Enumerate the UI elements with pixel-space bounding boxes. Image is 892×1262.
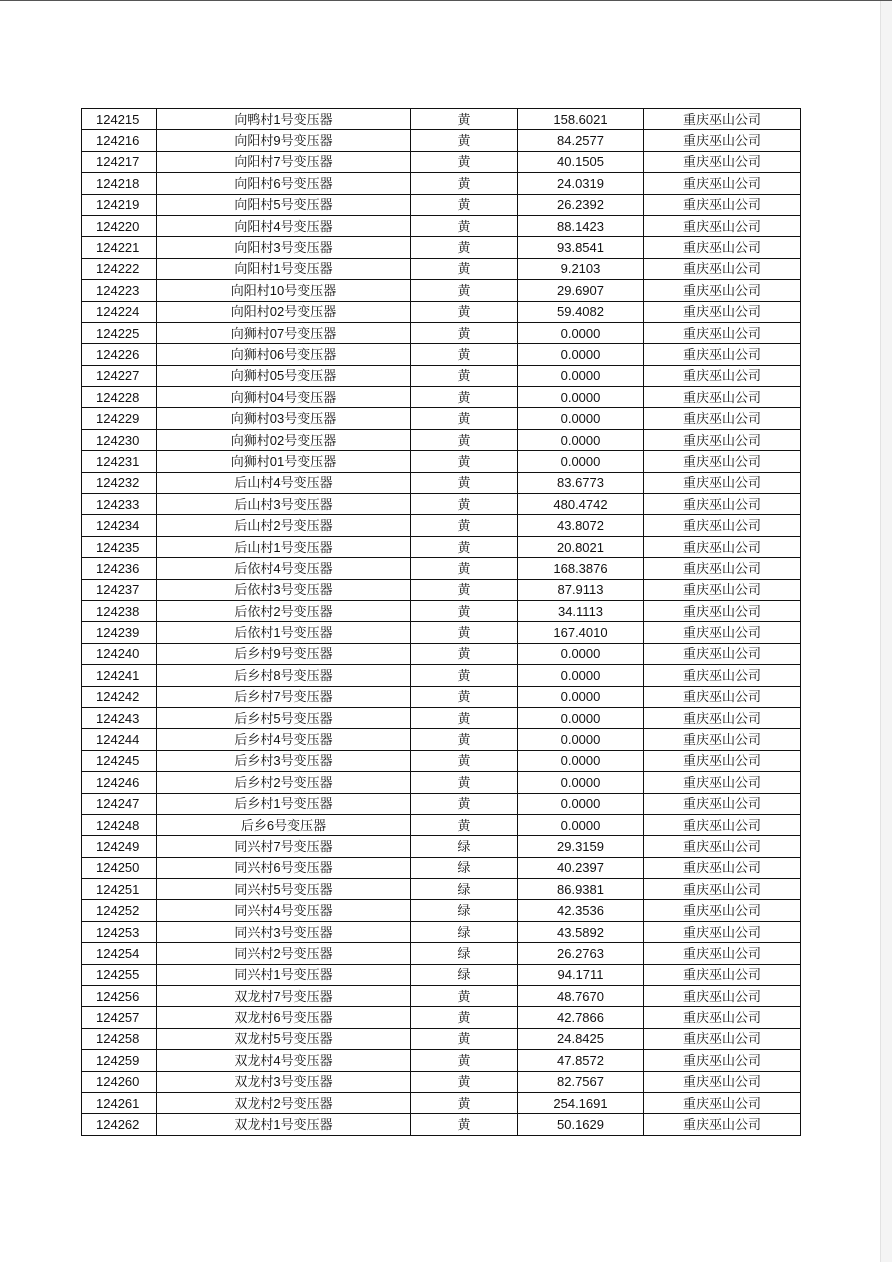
table-row	[82, 558, 801, 579]
row-id-cell: 124261	[82, 1092, 157, 1113]
company-cell: 重庆巫山公司	[644, 1050, 801, 1071]
table-row	[82, 215, 801, 236]
transformer-name-cell: 向狮村01号变压器	[157, 451, 411, 472]
row-id-cell: 124255	[82, 964, 157, 985]
transformer-name-cell: 向阳村7号变压器	[157, 151, 411, 172]
row-id-cell: 124260	[82, 1071, 157, 1092]
value-cell: 0.0000	[518, 772, 644, 793]
row-id-cell: 124231	[82, 451, 157, 472]
table-row	[82, 344, 801, 365]
transformer-name-cell: 后乡村8号变压器	[157, 665, 411, 686]
status-color-cell: 黄	[411, 665, 518, 686]
status-color-cell: 绿	[411, 943, 518, 964]
company-cell: 重庆巫山公司	[644, 173, 801, 194]
table-row	[82, 130, 801, 151]
transformer-name-cell: 双龙村2号变压器	[157, 1092, 411, 1113]
company-cell: 重庆巫山公司	[644, 729, 801, 750]
row-id-cell: 124221	[82, 237, 157, 258]
table-row	[82, 429, 801, 450]
row-id-cell: 124228	[82, 387, 157, 408]
table-row	[82, 237, 801, 258]
transformer-name-cell: 向狮村03号变压器	[157, 408, 411, 429]
transformer-name-cell: 后山村1号变压器	[157, 536, 411, 557]
company-cell: 重庆巫山公司	[644, 408, 801, 429]
table-row	[82, 836, 801, 857]
company-cell: 重庆巫山公司	[644, 472, 801, 493]
value-cell: 40.1505	[518, 151, 644, 172]
value-cell: 86.9381	[518, 879, 644, 900]
company-cell: 重庆巫山公司	[644, 836, 801, 857]
status-color-cell: 绿	[411, 900, 518, 921]
row-id-cell: 124238	[82, 600, 157, 621]
transformer-name-cell: 后山村3号变压器	[157, 494, 411, 515]
transformer-name-cell: 后山村2号变压器	[157, 515, 411, 536]
status-color-cell: 绿	[411, 921, 518, 942]
status-color-cell: 绿	[411, 879, 518, 900]
status-color-cell: 黄	[411, 750, 518, 771]
table-row	[82, 322, 801, 343]
value-cell: 42.3536	[518, 900, 644, 921]
company-cell: 重庆巫山公司	[644, 665, 801, 686]
value-cell: 26.2763	[518, 943, 644, 964]
value-cell: 26.2392	[518, 194, 644, 215]
table-row	[82, 900, 801, 921]
value-cell: 84.2577	[518, 130, 644, 151]
table-row	[82, 1050, 801, 1071]
table-row	[82, 729, 801, 750]
company-cell: 重庆巫山公司	[644, 322, 801, 343]
table-row	[82, 1071, 801, 1092]
row-id-cell: 124258	[82, 1028, 157, 1049]
row-id-cell: 124223	[82, 280, 157, 301]
company-cell: 重庆巫山公司	[644, 301, 801, 322]
row-id-cell: 124235	[82, 536, 157, 557]
transformer-name-cell: 向阳村9号变压器	[157, 130, 411, 151]
transformer-name-cell: 后依村4号变压器	[157, 558, 411, 579]
status-color-cell: 黄	[411, 387, 518, 408]
row-id-cell: 124252	[82, 900, 157, 921]
value-cell: 24.8425	[518, 1028, 644, 1049]
row-id-cell: 124251	[82, 879, 157, 900]
company-cell: 重庆巫山公司	[644, 494, 801, 515]
company-cell: 重庆巫山公司	[644, 280, 801, 301]
status-color-cell: 黄	[411, 130, 518, 151]
row-id-cell: 124244	[82, 729, 157, 750]
transformer-name-cell: 后依村1号变压器	[157, 622, 411, 643]
company-cell: 重庆巫山公司	[644, 1114, 801, 1135]
status-color-cell: 黄	[411, 258, 518, 279]
table-row	[82, 1007, 801, 1028]
row-id-cell: 124249	[82, 836, 157, 857]
company-cell: 重庆巫山公司	[644, 1007, 801, 1028]
page-top-border	[0, 0, 892, 1]
company-cell: 重庆巫山公司	[644, 964, 801, 985]
transformer-name-cell: 向狮村04号变压器	[157, 387, 411, 408]
row-id-cell: 124233	[82, 494, 157, 515]
status-color-cell: 黄	[411, 536, 518, 557]
status-color-cell: 黄	[411, 1071, 518, 1092]
table-row	[82, 579, 801, 600]
row-id-cell: 124229	[82, 408, 157, 429]
company-cell: 重庆巫山公司	[644, 237, 801, 258]
value-cell: 48.7670	[518, 986, 644, 1007]
transformer-name-cell: 后依村2号变压器	[157, 600, 411, 621]
table-row	[82, 1114, 801, 1135]
company-cell: 重庆巫山公司	[644, 451, 801, 472]
transformer-name-cell: 向阳村1号变压器	[157, 258, 411, 279]
transformer-name-cell: 同兴村3号变压器	[157, 921, 411, 942]
status-color-cell: 黄	[411, 194, 518, 215]
transformer-name-cell: 向狮村07号变压器	[157, 322, 411, 343]
company-cell: 重庆巫山公司	[644, 387, 801, 408]
value-cell: 29.6907	[518, 280, 644, 301]
row-id-cell: 124250	[82, 857, 157, 878]
table-row	[82, 814, 801, 835]
transformer-name-cell: 后乡村1号变压器	[157, 793, 411, 814]
status-color-cell: 黄	[411, 109, 518, 130]
value-cell: 82.7567	[518, 1071, 644, 1092]
row-id-cell: 124215	[82, 109, 157, 130]
value-cell: 0.0000	[518, 408, 644, 429]
row-id-cell: 124227	[82, 365, 157, 386]
row-id-cell: 124230	[82, 429, 157, 450]
transformer-name-cell: 双龙村3号变压器	[157, 1071, 411, 1092]
value-cell: 42.7866	[518, 1007, 644, 1028]
table-row	[82, 194, 801, 215]
value-cell: 168.3876	[518, 558, 644, 579]
value-cell: 0.0000	[518, 686, 644, 707]
value-cell: 87.9113	[518, 579, 644, 600]
table-row	[82, 472, 801, 493]
transformer-name-cell: 后乡村7号变压器	[157, 686, 411, 707]
transformer-name-cell: 双龙村5号变压器	[157, 1028, 411, 1049]
transformer-name-cell: 向阳村02号变压器	[157, 301, 411, 322]
status-color-cell: 黄	[411, 793, 518, 814]
status-color-cell: 黄	[411, 814, 518, 835]
status-color-cell: 黄	[411, 365, 518, 386]
value-cell: 0.0000	[518, 665, 644, 686]
status-color-cell: 黄	[411, 707, 518, 728]
row-id-cell: 124225	[82, 322, 157, 343]
status-color-cell: 黄	[411, 1114, 518, 1135]
row-id-cell: 124240	[82, 643, 157, 664]
company-cell: 重庆巫山公司	[644, 130, 801, 151]
status-color-cell: 黄	[411, 280, 518, 301]
value-cell: 43.5892	[518, 921, 644, 942]
company-cell: 重庆巫山公司	[644, 750, 801, 771]
table-row	[82, 258, 801, 279]
transformer-name-cell: 向阳村10号变压器	[157, 280, 411, 301]
company-cell: 重庆巫山公司	[644, 900, 801, 921]
company-cell: 重庆巫山公司	[644, 215, 801, 236]
value-cell: 0.0000	[518, 344, 644, 365]
transformer-name-cell: 双龙村6号变压器	[157, 1007, 411, 1028]
row-id-cell: 124217	[82, 151, 157, 172]
company-cell: 重庆巫山公司	[644, 1092, 801, 1113]
table-row	[82, 879, 801, 900]
status-color-cell: 黄	[411, 558, 518, 579]
company-cell: 重庆巫山公司	[644, 879, 801, 900]
table-row	[82, 964, 801, 985]
value-cell: 43.8072	[518, 515, 644, 536]
page-right-margin	[880, 1, 892, 1262]
transformer-name-cell: 后山村4号变压器	[157, 472, 411, 493]
row-id-cell: 124226	[82, 344, 157, 365]
table-row	[82, 1028, 801, 1049]
status-color-cell: 黄	[411, 986, 518, 1007]
value-cell: 59.4082	[518, 301, 644, 322]
status-color-cell: 黄	[411, 772, 518, 793]
status-color-cell: 黄	[411, 600, 518, 621]
transformer-name-cell: 向鸭村1号变压器	[157, 109, 411, 130]
value-cell: 34.1113	[518, 600, 644, 621]
row-id-cell: 124262	[82, 1114, 157, 1135]
company-cell: 重庆巫山公司	[644, 772, 801, 793]
value-cell: 93.8541	[518, 237, 644, 258]
row-id-cell: 124241	[82, 665, 157, 686]
value-cell: 0.0000	[518, 814, 644, 835]
company-cell: 重庆巫山公司	[644, 921, 801, 942]
transformer-name-cell: 向阳村3号变压器	[157, 237, 411, 258]
value-cell: 0.0000	[518, 451, 644, 472]
company-cell: 重庆巫山公司	[644, 622, 801, 643]
value-cell: 9.2103	[518, 258, 644, 279]
value-cell: 0.0000	[518, 793, 644, 814]
table-row	[82, 173, 801, 194]
value-cell: 88.1423	[518, 215, 644, 236]
transformer-name-cell: 同兴村4号变压器	[157, 900, 411, 921]
value-cell: 47.8572	[518, 1050, 644, 1071]
row-id-cell: 124253	[82, 921, 157, 942]
table-row	[82, 515, 801, 536]
transformer-name-cell: 后乡村9号变压器	[157, 643, 411, 664]
row-id-cell: 124259	[82, 1050, 157, 1071]
status-color-cell: 黄	[411, 643, 518, 664]
row-id-cell: 124254	[82, 943, 157, 964]
table-row	[82, 451, 801, 472]
row-id-cell: 124248	[82, 814, 157, 835]
company-cell: 重庆巫山公司	[644, 643, 801, 664]
value-cell: 24.0319	[518, 173, 644, 194]
table-row	[82, 622, 801, 643]
company-cell: 重庆巫山公司	[644, 943, 801, 964]
status-color-cell: 黄	[411, 215, 518, 236]
status-color-cell: 黄	[411, 408, 518, 429]
company-cell: 重庆巫山公司	[644, 707, 801, 728]
value-cell: 29.3159	[518, 836, 644, 857]
row-id-cell: 124224	[82, 301, 157, 322]
table-row	[82, 643, 801, 664]
value-cell: 0.0000	[518, 643, 644, 664]
value-cell: 94.1711	[518, 964, 644, 985]
status-color-cell: 黄	[411, 322, 518, 343]
value-cell: 480.4742	[518, 494, 644, 515]
table-row	[82, 280, 801, 301]
row-id-cell: 124246	[82, 772, 157, 793]
transformer-name-cell: 同兴村6号变压器	[157, 857, 411, 878]
row-id-cell: 124234	[82, 515, 157, 536]
company-cell: 重庆巫山公司	[644, 365, 801, 386]
status-color-cell: 黄	[411, 472, 518, 493]
transformer-name-cell: 双龙村4号变压器	[157, 1050, 411, 1071]
row-id-cell: 124216	[82, 130, 157, 151]
table-row	[82, 750, 801, 771]
row-id-cell: 124237	[82, 579, 157, 600]
status-color-cell: 黄	[411, 344, 518, 365]
row-id-cell: 124245	[82, 750, 157, 771]
company-cell: 重庆巫山公司	[644, 793, 801, 814]
status-color-cell: 黄	[411, 301, 518, 322]
row-id-cell: 124236	[82, 558, 157, 579]
table-row	[82, 793, 801, 814]
company-cell: 重庆巫山公司	[644, 344, 801, 365]
table-row	[82, 109, 801, 130]
row-id-cell: 124220	[82, 215, 157, 236]
company-cell: 重庆巫山公司	[644, 258, 801, 279]
company-cell: 重庆巫山公司	[644, 429, 801, 450]
table-row	[82, 301, 801, 322]
company-cell: 重庆巫山公司	[644, 151, 801, 172]
table-row	[82, 772, 801, 793]
row-id-cell: 124256	[82, 986, 157, 1007]
row-id-cell: 124243	[82, 707, 157, 728]
value-cell: 167.4010	[518, 622, 644, 643]
value-cell: 158.6021	[518, 109, 644, 130]
status-color-cell: 黄	[411, 1007, 518, 1028]
value-cell: 50.1629	[518, 1114, 644, 1135]
transformer-name-cell: 同兴村7号变压器	[157, 836, 411, 857]
status-color-cell: 绿	[411, 857, 518, 878]
status-color-cell: 黄	[411, 729, 518, 750]
value-cell: 0.0000	[518, 387, 644, 408]
company-cell: 重庆巫山公司	[644, 986, 801, 1007]
transformer-name-cell: 后乡6号变压器	[157, 814, 411, 835]
table-row	[82, 494, 801, 515]
table-row	[82, 943, 801, 964]
row-id-cell: 124239	[82, 622, 157, 643]
status-color-cell: 黄	[411, 1028, 518, 1049]
status-color-cell: 黄	[411, 237, 518, 258]
transformer-name-cell: 双龙村7号变压器	[157, 986, 411, 1007]
value-cell: 40.2397	[518, 857, 644, 878]
table-row	[82, 387, 801, 408]
company-cell: 重庆巫山公司	[644, 814, 801, 835]
transformer-name-cell: 向狮村02号变压器	[157, 429, 411, 450]
company-cell: 重庆巫山公司	[644, 1028, 801, 1049]
value-cell: 0.0000	[518, 365, 644, 386]
table-row	[82, 365, 801, 386]
status-color-cell: 黄	[411, 1050, 518, 1071]
transformer-name-cell: 双龙村1号变压器	[157, 1114, 411, 1135]
status-color-cell: 黄	[411, 429, 518, 450]
status-color-cell: 黄	[411, 579, 518, 600]
status-color-cell: 黄	[411, 686, 518, 707]
company-cell: 重庆巫山公司	[644, 109, 801, 130]
value-cell: 254.1691	[518, 1092, 644, 1113]
status-color-cell: 黄	[411, 1092, 518, 1113]
company-cell: 重庆巫山公司	[644, 600, 801, 621]
transformer-name-cell: 向狮村06号变压器	[157, 344, 411, 365]
row-id-cell: 124257	[82, 1007, 157, 1028]
status-color-cell: 黄	[411, 622, 518, 643]
company-cell: 重庆巫山公司	[644, 194, 801, 215]
company-cell: 重庆巫山公司	[644, 579, 801, 600]
table-row	[82, 686, 801, 707]
table-body	[82, 109, 801, 1136]
company-cell: 重庆巫山公司	[644, 515, 801, 536]
row-id-cell: 124222	[82, 258, 157, 279]
table-row	[82, 151, 801, 172]
transformer-name-cell: 向阳村5号变压器	[157, 194, 411, 215]
transformer-name-cell: 后乡村5号变压器	[157, 707, 411, 728]
status-color-cell: 黄	[411, 515, 518, 536]
row-id-cell: 124219	[82, 194, 157, 215]
transformer-table	[81, 108, 801, 1136]
table-row	[82, 986, 801, 1007]
value-cell: 0.0000	[518, 707, 644, 728]
transformer-name-cell: 向狮村05号变压器	[157, 365, 411, 386]
transformer-name-cell: 同兴村5号变压器	[157, 879, 411, 900]
table-row	[82, 921, 801, 942]
row-id-cell: 124232	[82, 472, 157, 493]
status-color-cell: 黄	[411, 173, 518, 194]
transformer-name-cell: 后乡村4号变压器	[157, 729, 411, 750]
company-cell: 重庆巫山公司	[644, 857, 801, 878]
value-cell: 83.6773	[518, 472, 644, 493]
status-color-cell: 绿	[411, 964, 518, 985]
table-row	[82, 857, 801, 878]
table-row	[82, 707, 801, 728]
company-cell: 重庆巫山公司	[644, 1071, 801, 1092]
company-cell: 重庆巫山公司	[644, 558, 801, 579]
transformer-name-cell: 同兴村1号变压器	[157, 964, 411, 985]
table-row	[82, 408, 801, 429]
table-row	[82, 665, 801, 686]
status-color-cell: 黄	[411, 494, 518, 515]
table-row	[82, 1092, 801, 1113]
transformer-name-cell: 后乡村3号变压器	[157, 750, 411, 771]
row-id-cell: 124218	[82, 173, 157, 194]
company-cell: 重庆巫山公司	[644, 686, 801, 707]
status-color-cell: 绿	[411, 836, 518, 857]
transformer-name-cell: 后乡村2号变压器	[157, 772, 411, 793]
status-color-cell: 黄	[411, 451, 518, 472]
table-row	[82, 600, 801, 621]
value-cell: 0.0000	[518, 750, 644, 771]
transformer-name-cell: 向阳村4号变压器	[157, 215, 411, 236]
value-cell: 20.8021	[518, 536, 644, 557]
row-id-cell: 124242	[82, 686, 157, 707]
value-cell: 0.0000	[518, 429, 644, 450]
transformer-name-cell: 后依村3号变压器	[157, 579, 411, 600]
value-cell: 0.0000	[518, 729, 644, 750]
row-id-cell: 124247	[82, 793, 157, 814]
status-color-cell: 黄	[411, 151, 518, 172]
company-cell: 重庆巫山公司	[644, 536, 801, 557]
transformer-name-cell: 向阳村6号变压器	[157, 173, 411, 194]
transformer-name-cell: 同兴村2号变压器	[157, 943, 411, 964]
table-row	[82, 536, 801, 557]
value-cell: 0.0000	[518, 322, 644, 343]
